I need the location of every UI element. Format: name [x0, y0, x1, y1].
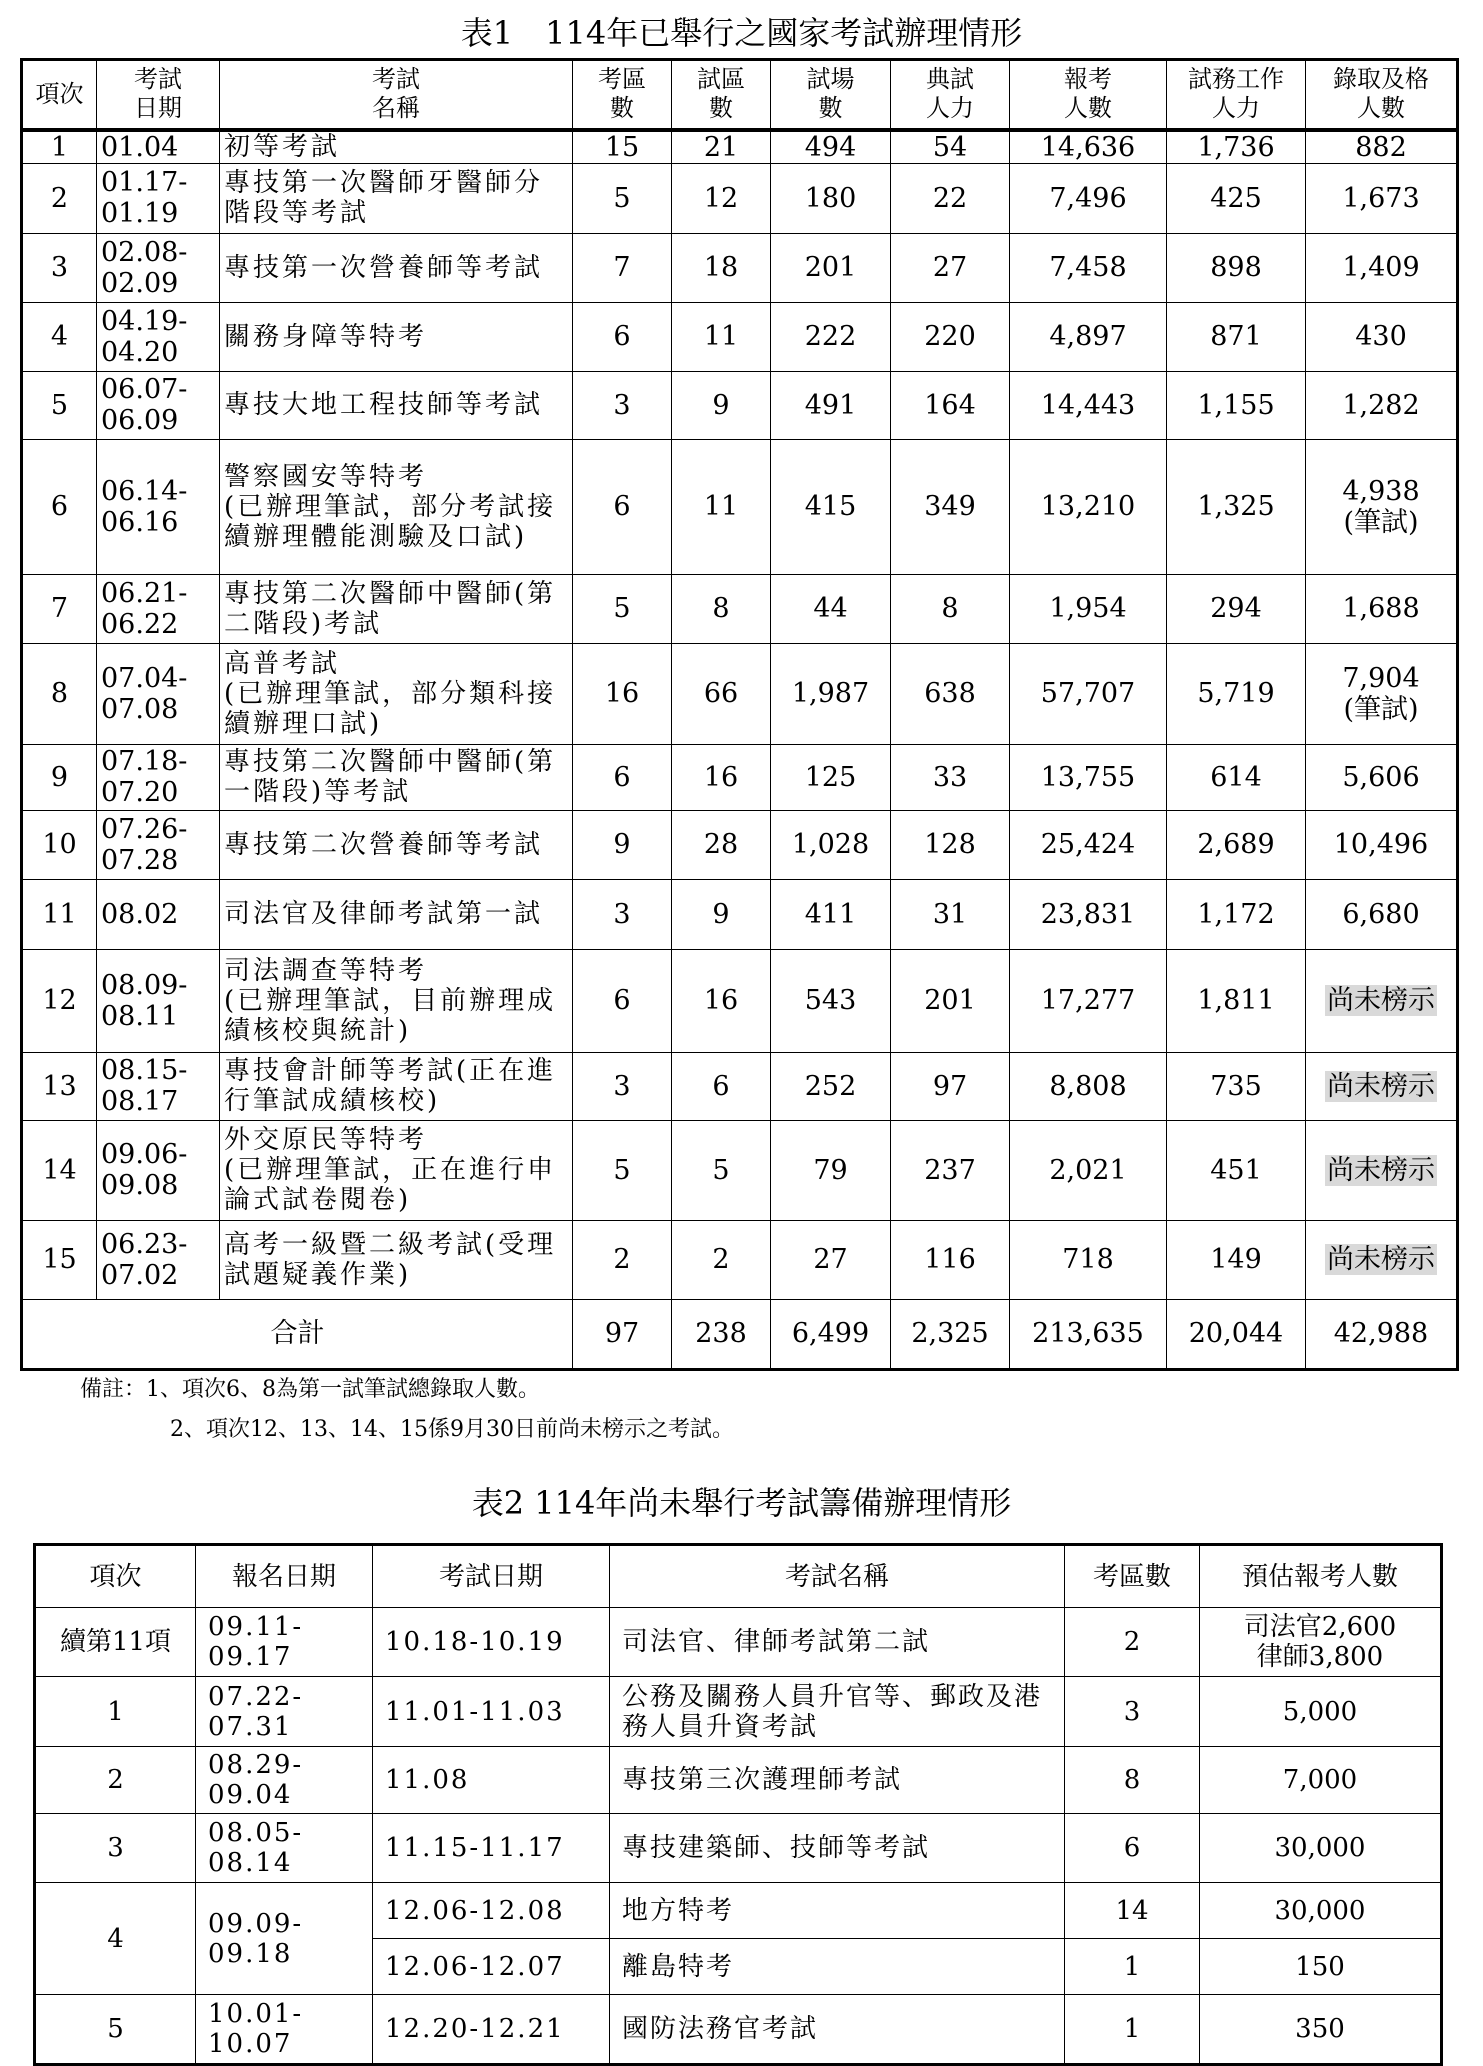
exam-date: 07.18- 07.20: [97, 744, 220, 810]
pending-badge: 尚未榜示: [1327, 985, 1435, 1016]
staff-count: 425: [1167, 163, 1306, 233]
staff-count: 614: [1167, 744, 1306, 810]
exam-name: 專技大地工程技師等考試: [220, 371, 573, 439]
district-count: 14: [1065, 1883, 1200, 1939]
staff-count: 1,172: [1167, 879, 1306, 949]
table-row: [22, 130, 1458, 164]
room-count: 44: [771, 574, 891, 643]
staff-count: 451: [1167, 1120, 1306, 1220]
exam-name: 專技建築師、技師等考試: [610, 1814, 1065, 1883]
table2-title: 表2 114年尚未舉行考試籌備辦理情形: [471, 1484, 1012, 1522]
district-count: 6: [573, 949, 672, 1052]
room-count: 415: [771, 439, 891, 574]
column-header: 報考 人數: [1010, 60, 1167, 130]
item-no: 1: [22, 130, 97, 164]
applicant-count: 13,210: [1010, 439, 1167, 574]
exam-date: 01.04: [97, 130, 220, 164]
applicant-count: 7,496: [1010, 163, 1167, 233]
estimated-applicants: 150: [1200, 1939, 1442, 1995]
column-header: 報名日期: [196, 1545, 373, 1608]
district-count: 2: [573, 1220, 672, 1299]
table1-title: 表1 114年已舉行之國家考試辦理情形: [460, 14, 1023, 52]
passed-count: 430: [1306, 302, 1458, 371]
area-count: 9: [672, 879, 771, 949]
exam-name: 警察國安等特考 (已辦理筆試，部分考試接續辦理體能測驗及口試): [220, 439, 573, 574]
column-header: 考試 日期: [97, 60, 220, 130]
table-row: [22, 643, 1458, 744]
total-value: 97: [573, 1299, 672, 1369]
passed-count: 1,688: [1306, 574, 1458, 643]
area-count: 16: [672, 744, 771, 810]
applicant-count: 7,458: [1010, 233, 1167, 302]
staff-count: 1,736: [1167, 130, 1306, 164]
column-header: 項次: [35, 1545, 196, 1608]
total-value: 238: [672, 1299, 771, 1369]
exam-name: 司法調查等特考 (已辦理筆試，目前辦理成績核校與統計): [220, 949, 573, 1052]
examiner-count: 220: [891, 302, 1010, 371]
staff-count: 735: [1167, 1052, 1306, 1120]
district-count: 6: [1065, 1814, 1200, 1883]
exam-name: 國防法務官考試: [610, 1995, 1065, 2065]
exam-date: 06.07- 06.09: [97, 371, 220, 439]
passed-count: 6,680: [1306, 879, 1458, 949]
examiner-count: 237: [891, 1120, 1010, 1220]
exam-name: 外交原民等特考 (已辦理筆試，正在進行申論式試卷閱卷): [220, 1120, 573, 1220]
applicant-count: 13,755: [1010, 744, 1167, 810]
registration-date: 09.11- 09.17: [196, 1608, 373, 1677]
area-count: 11: [672, 439, 771, 574]
estimated-applicants: 30,000: [1200, 1883, 1442, 1939]
room-count: 411: [771, 879, 891, 949]
table-row: [22, 949, 1458, 1052]
table-row: [22, 371, 1458, 439]
exam-name: 專技第二次醫師中醫師(第二階段)考試: [220, 574, 573, 643]
total-value: 6,499: [771, 1299, 891, 1369]
staff-count: 2,689: [1167, 810, 1306, 879]
passed-count: 1,409: [1306, 233, 1458, 302]
staff-count: 898: [1167, 233, 1306, 302]
applicant-count: 1,954: [1010, 574, 1167, 643]
exam-name: 高考一級暨二級考試(受理試題疑義作業): [220, 1220, 573, 1299]
exam-name: 高普考試 (已辦理筆試，部分類科接續辦理口試): [220, 643, 573, 744]
area-count: 2: [672, 1220, 771, 1299]
item-no: 11: [22, 879, 97, 949]
exam-name: 專技第三次護理師考試: [610, 1747, 1065, 1814]
passed-count: [1306, 949, 1458, 1052]
exam-date: 09.06- 09.08: [97, 1120, 220, 1220]
item-no: 5: [35, 1995, 196, 2065]
pending-badge: 尚未榜示: [1327, 1244, 1435, 1275]
table-row: [22, 302, 1458, 371]
table-row: [22, 163, 1458, 233]
estimated-applicants: 5,000: [1200, 1677, 1442, 1747]
district-count: 2: [1065, 1608, 1200, 1677]
examiner-count: 22: [891, 163, 1010, 233]
exam-name: 專技第二次營養師等考試: [220, 810, 573, 879]
exam-date: 12.06-12.07: [373, 1939, 610, 1995]
applicant-count: 14,636: [1010, 130, 1167, 164]
column-header: 典試 人力: [891, 60, 1010, 130]
table-row: [22, 1120, 1458, 1220]
district-count: 7: [573, 233, 672, 302]
applicant-count: 2,021: [1010, 1120, 1167, 1220]
item-no: 4: [22, 302, 97, 371]
exam-date: 07.26- 07.28: [97, 810, 220, 879]
district-count: 3: [573, 1052, 672, 1120]
area-count: 66: [672, 643, 771, 744]
room-count: 27: [771, 1220, 891, 1299]
exam-name: 專技第二次醫師中醫師(第一階段)等考試: [220, 744, 573, 810]
room-count: 543: [771, 949, 891, 1052]
item-no: 12: [22, 949, 97, 1052]
exam-date: 12.20-12.21: [373, 1995, 610, 2065]
district-count: 3: [573, 879, 672, 949]
staff-count: 871: [1167, 302, 1306, 371]
area-count: 5: [672, 1120, 771, 1220]
passed-count: 4,938 (筆試): [1306, 439, 1458, 574]
item-no: 6: [22, 439, 97, 574]
examiner-count: 97: [891, 1052, 1010, 1120]
exam-name: 司法官、律師考試第二試: [610, 1608, 1065, 1677]
exam-date: 02.08- 02.09: [97, 233, 220, 302]
district-count: 1: [1065, 1939, 1200, 1995]
staff-count: 1,325: [1167, 439, 1306, 574]
item-no: 7: [22, 574, 97, 643]
item-no: 2: [22, 163, 97, 233]
pending-badge: 尚未榜示: [1327, 1154, 1435, 1186]
item-no: 續第11項: [35, 1608, 196, 1677]
table-row: [35, 1883, 1442, 1939]
registration-date: 10.01- 10.07: [196, 1995, 373, 2065]
area-count: 21: [672, 130, 771, 164]
column-header: 項次: [22, 60, 97, 130]
passed-count: 882: [1306, 130, 1458, 164]
exam-date: 11.08: [373, 1747, 610, 1814]
column-header: 預估報考人數: [1200, 1545, 1442, 1608]
exam-date: 08.09- 08.11: [97, 949, 220, 1052]
exam-date: 08.15- 08.17: [97, 1052, 220, 1120]
passed-count: [1306, 1120, 1458, 1220]
registration-date: 08.29- 09.04: [196, 1747, 373, 1814]
column-header: 考區 數: [573, 60, 672, 130]
applicant-count: 25,424: [1010, 810, 1167, 879]
exam-date: 06.23- 07.02: [97, 1220, 220, 1299]
passed-count: [1306, 1052, 1458, 1120]
staff-count: 1,155: [1167, 371, 1306, 439]
exam-name: 專技會計師等考試(正在進行筆試成績核校): [220, 1052, 573, 1120]
examiner-count: 349: [891, 439, 1010, 574]
room-count: 79: [771, 1120, 891, 1220]
item-no: 13: [22, 1052, 97, 1120]
item-no: 1: [35, 1677, 196, 1747]
staff-count: 149: [1167, 1220, 1306, 1299]
examiner-count: 116: [891, 1220, 1010, 1299]
room-count: 201: [771, 233, 891, 302]
column-header: 試場 數: [771, 60, 891, 130]
applicant-count: 23,831: [1010, 879, 1167, 949]
total-value: 2,325: [891, 1299, 1010, 1369]
table-row: [35, 1677, 1442, 1747]
room-count: 125: [771, 744, 891, 810]
exam-date: 06.14- 06.16: [97, 439, 220, 574]
item-no: 8: [22, 643, 97, 744]
item-no: 9: [22, 744, 97, 810]
item-no: 10: [22, 810, 97, 879]
table-row: [22, 439, 1458, 574]
staff-count: 1,811: [1167, 949, 1306, 1052]
passed-count: 1,673: [1306, 163, 1458, 233]
item-no: 5: [22, 371, 97, 439]
examiner-count: 31: [891, 879, 1010, 949]
header-row: [22, 60, 1458, 130]
exam-date: 04.19- 04.20: [97, 302, 220, 371]
room-count: 222: [771, 302, 891, 371]
exam-date: 06.21- 06.22: [97, 574, 220, 643]
total-value: 20,044: [1167, 1299, 1306, 1369]
table-row: [22, 879, 1458, 949]
district-count: 1: [1065, 1995, 1200, 2065]
header-row: [35, 1545, 1442, 1608]
room-count: 491: [771, 371, 891, 439]
column-header: 錄取及格 人數: [1306, 60, 1458, 130]
passed-count: 5,606: [1306, 744, 1458, 810]
table-row: [22, 574, 1458, 643]
applicant-count: 8,808: [1010, 1052, 1167, 1120]
passed-count: [1306, 1220, 1458, 1299]
applicant-count: 57,707: [1010, 643, 1167, 744]
applicant-count: 17,277: [1010, 949, 1167, 1052]
district-count: 3: [573, 371, 672, 439]
exam-date: 12.06-12.08: [373, 1883, 610, 1939]
examiner-count: 128: [891, 810, 1010, 879]
district-count: 6: [573, 744, 672, 810]
registration-date: 07.22- 07.31: [196, 1677, 373, 1747]
passed-count: 7,904 (筆試): [1306, 643, 1458, 744]
staff-count: 5,719: [1167, 643, 1306, 744]
passed-count: 1,282: [1306, 371, 1458, 439]
pending-badge: 尚未榜示: [1327, 1070, 1435, 1102]
table-row: [35, 1995, 1442, 2065]
area-count: 6: [672, 1052, 771, 1120]
item-no: 4: [35, 1883, 196, 1995]
item-no: 3: [35, 1814, 196, 1883]
exam-date: 11.15-11.17: [373, 1814, 610, 1883]
district-count: 3: [1065, 1677, 1200, 1747]
district-count: 9: [573, 810, 672, 879]
item-no: 15: [22, 1220, 97, 1299]
column-header: 考試日期: [373, 1545, 610, 1608]
total-value: 213,635: [1010, 1299, 1167, 1369]
exam-name: 司法官及律師考試第一試: [220, 879, 573, 949]
total-value: 42,988: [1306, 1299, 1458, 1369]
table-row: [35, 1747, 1442, 1814]
district-count: 5: [573, 1120, 672, 1220]
area-count: 12: [672, 163, 771, 233]
exam-date: 01.17- 01.19: [97, 163, 220, 233]
column-header: 試務工作 人力: [1167, 60, 1306, 130]
area-count: 18: [672, 233, 771, 302]
examiner-count: 638: [891, 643, 1010, 744]
estimated-applicants: 30,000: [1200, 1814, 1442, 1883]
item-no: 2: [35, 1747, 196, 1814]
column-header: 考試 名稱: [220, 60, 573, 130]
room-count: 252: [771, 1052, 891, 1120]
table-row: [22, 233, 1458, 302]
upcoming-exams-table: [33, 1543, 1443, 2066]
room-count: 1,987: [771, 643, 891, 744]
examiner-count: 8: [891, 574, 1010, 643]
table-row: [22, 810, 1458, 879]
district-count: 5: [573, 574, 672, 643]
registration-date: 09.09- 09.18: [196, 1883, 373, 1995]
column-header: 試區 數: [672, 60, 771, 130]
item-no: 3: [22, 233, 97, 302]
district-count: 6: [573, 439, 672, 574]
area-count: 9: [672, 371, 771, 439]
estimated-applicants: 7,000: [1200, 1747, 1442, 1814]
exam-name: 地方特考: [610, 1883, 1065, 1939]
district-count: 5: [573, 163, 672, 233]
table-row: [35, 1608, 1442, 1677]
registration-date: 08.05- 08.14: [196, 1814, 373, 1883]
area-count: 8: [672, 574, 771, 643]
applicant-count: 4,897: [1010, 302, 1167, 371]
examiner-count: 54: [891, 130, 1010, 164]
exam-name: 公務及關務人員升官等、郵政及港務人員升資考試: [610, 1677, 1065, 1747]
table-row: [35, 1814, 1442, 1883]
table-row: [22, 1220, 1458, 1299]
room-count: 1,028: [771, 810, 891, 879]
examiner-count: 164: [891, 371, 1010, 439]
item-no: 14: [22, 1120, 97, 1220]
estimated-applicants: 司法官2,600 律師3,800: [1200, 1608, 1442, 1677]
exam-name: 專技第一次營養師等考試: [220, 233, 573, 302]
area-count: 16: [672, 949, 771, 1052]
exam-name: 關務身障等特考: [220, 302, 573, 371]
area-count: 11: [672, 302, 771, 371]
estimated-applicants: 350: [1200, 1995, 1442, 2065]
staff-count: 294: [1167, 574, 1306, 643]
district-count: 16: [573, 643, 672, 744]
note-2: 2、項次12、13、14、15係9月30日前尚未榜示之考試。: [170, 1417, 734, 1442]
column-header: 考區數: [1065, 1545, 1200, 1608]
examiner-count: 201: [891, 949, 1010, 1052]
exams-held-table: [20, 58, 1459, 1371]
table-row: [22, 744, 1458, 810]
district-count: 6: [573, 302, 672, 371]
district-count: 8: [1065, 1747, 1200, 1814]
area-count: 28: [672, 810, 771, 879]
total-label: 合計: [22, 1299, 573, 1369]
exam-date: 11.01-11.03: [373, 1677, 610, 1747]
exam-name: 離島特考: [610, 1939, 1065, 1995]
exam-date: 07.04- 07.08: [97, 643, 220, 744]
examiner-count: 33: [891, 744, 1010, 810]
exam-name: 專技第一次醫師牙醫師分階段等考試: [220, 163, 573, 233]
exam-date: 08.02: [97, 879, 220, 949]
room-count: 180: [771, 163, 891, 233]
applicant-count: 14,443: [1010, 371, 1167, 439]
note-1: 備註：1、項次6、8為第一試筆試總錄取人數。: [80, 1377, 540, 1402]
column-header: 考試名稱: [610, 1545, 1065, 1608]
district-count: 15: [573, 130, 672, 164]
examiner-count: 27: [891, 233, 1010, 302]
total-row: [22, 1299, 1458, 1369]
room-count: 494: [771, 130, 891, 164]
passed-count: 10,496: [1306, 810, 1458, 879]
exam-name: 初等考試: [220, 130, 573, 164]
applicant-count: 718: [1010, 1220, 1167, 1299]
table-row: [22, 1052, 1458, 1120]
exam-date: 10.18-10.19: [373, 1608, 610, 1677]
